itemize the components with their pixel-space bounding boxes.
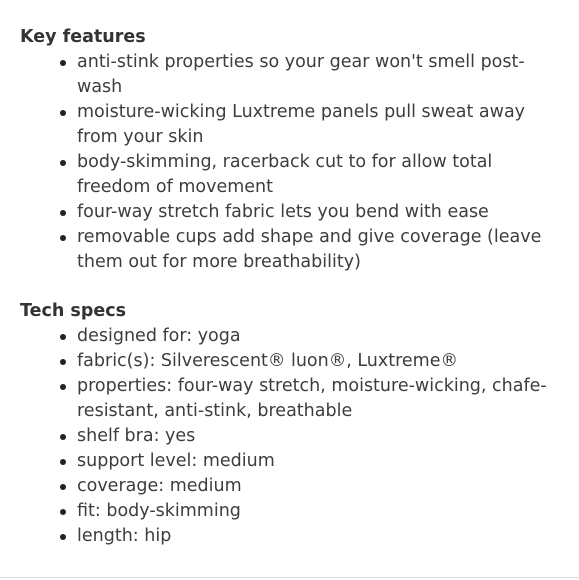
- list-item-text: anti-stink properties so your gear won't smell post-wash: [77, 52, 525, 97]
- list-item: [77, 449, 563, 474]
- list-item-text: length: hip: [77, 526, 172, 546]
- list-item: [77, 324, 563, 349]
- product-details: [20, 25, 563, 549]
- bullet-icon: [60, 160, 66, 166]
- list-item: [77, 349, 563, 374]
- bullet-icon: [60, 235, 66, 241]
- key-features-list: [20, 50, 563, 275]
- list-item: [77, 225, 563, 275]
- list-item: [77, 374, 563, 424]
- list-item-text: four-way stretch fabric lets you bend with ease: [77, 202, 489, 222]
- bullet-icon: [60, 334, 66, 340]
- tech-specs-list: [20, 324, 563, 549]
- bullet-icon: [60, 434, 66, 440]
- bullet-icon: [60, 484, 66, 490]
- bullet-icon: [60, 60, 66, 66]
- list-item-text: properties: four-way stretch, moisture-wicking, chafe-resistant, anti-stink, breathable: [77, 376, 547, 421]
- list-item: [77, 524, 563, 549]
- list-item: [77, 150, 563, 200]
- list-item-text: moisture-wicking Luxtreme panels pull sweat away from your skin: [77, 102, 526, 147]
- section-spacer: [20, 275, 563, 299]
- list-item-text: coverage: medium: [77, 476, 242, 496]
- list-item-text: fabric(s): Silverescent® luon®, Luxtreme®: [77, 351, 458, 371]
- list-item: [77, 499, 563, 524]
- bullet-icon: [60, 534, 66, 540]
- list-item-text: body-skimming, racerback cut to for allow total freedom of movement: [77, 152, 493, 197]
- list-item: [77, 100, 563, 150]
- list-item-text: fit: body-skimming: [77, 501, 241, 521]
- key-features-title: Key features: [20, 27, 146, 47]
- bullet-icon: [60, 384, 66, 390]
- list-item: [77, 200, 563, 225]
- list-item: [77, 474, 563, 499]
- bullet-icon: [60, 210, 66, 216]
- bottom-divider: [0, 577, 579, 578]
- list-item-text: support level: medium: [77, 451, 275, 471]
- list-item-text: shelf bra: yes: [77, 426, 196, 446]
- list-item: [77, 50, 563, 100]
- list-item-text: removable cups add shape and give coverage (leave them out for more breathability): [77, 227, 542, 272]
- bullet-icon: [60, 359, 66, 365]
- tech-specs-title: Tech specs: [20, 301, 127, 321]
- list-item: [77, 424, 563, 449]
- list-item-text: designed for: yoga: [77, 326, 241, 346]
- bullet-icon: [60, 110, 66, 116]
- bullet-icon: [60, 459, 66, 465]
- bullet-icon: [60, 509, 66, 515]
